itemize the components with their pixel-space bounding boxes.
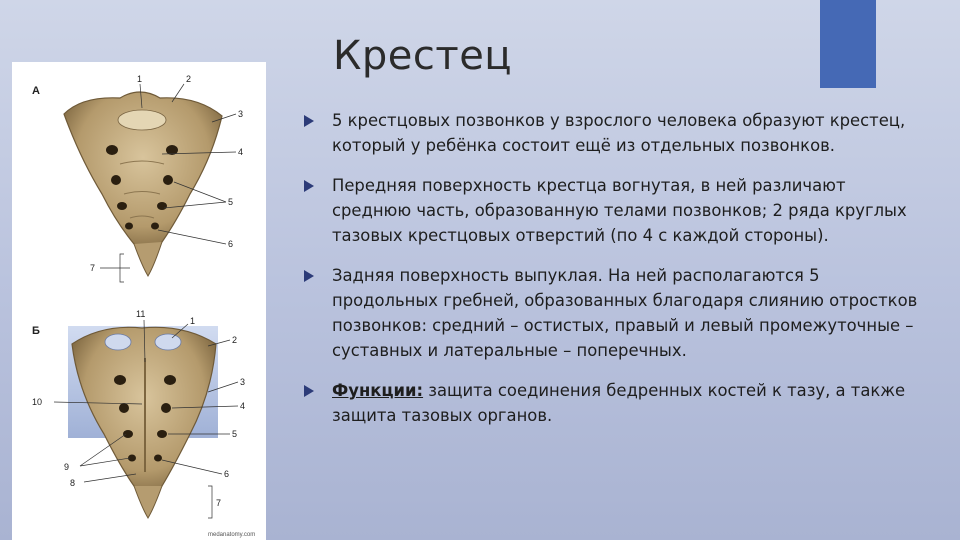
bullet-item bbox=[304, 108, 924, 158]
fig-b-label-7: 7 bbox=[216, 498, 222, 508]
panel-b-tag: Б bbox=[32, 325, 40, 337]
sacrum-anterior-view bbox=[64, 74, 243, 282]
triangle-bullet-icon bbox=[304, 115, 314, 127]
fig-b-label-11: 11 bbox=[136, 309, 146, 319]
fig-b-label-1: 1 bbox=[190, 316, 196, 326]
panel-a-tag: А bbox=[32, 85, 40, 97]
sacrum-figure bbox=[12, 62, 266, 540]
bullet-lead-functions: Функции: bbox=[332, 381, 424, 400]
image-credit: medanatomy.com bbox=[208, 532, 256, 538]
fig-a-label-6: 6 bbox=[228, 239, 234, 249]
accent-rectangle bbox=[820, 0, 876, 88]
bullet-item-functions bbox=[304, 378, 924, 428]
fig-a-label-7: 7 bbox=[90, 263, 96, 273]
bullet-text: 5 крестцовых позвонков у взрослого человека образуют крестец, который у ребёнка состоит ещё из отдельных позвонков. bbox=[332, 111, 906, 155]
sacrum-posterior-view bbox=[32, 309, 245, 518]
triangle-bullet-icon bbox=[304, 180, 314, 192]
fig-b-label-10: 10 bbox=[32, 397, 43, 407]
slide-title: Крестец bbox=[333, 32, 513, 79]
fig-b-label-3: 3 bbox=[240, 377, 246, 387]
triangle-bullet-icon bbox=[304, 270, 314, 282]
fig-a-label-2: 2 bbox=[186, 74, 192, 84]
bullet-text: защита соединения бедренных костей к тазу, а также защита тазовых органов. bbox=[332, 381, 906, 425]
fig-b-label-5: 5 bbox=[232, 429, 238, 439]
sacrum-illustration bbox=[12, 62, 266, 540]
bullet-item bbox=[304, 263, 924, 363]
fig-b-label-2: 2 bbox=[232, 335, 238, 345]
bullet-item bbox=[304, 173, 924, 248]
fig-a-label-4: 4 bbox=[238, 147, 244, 157]
fig-b-label-6: 6 bbox=[224, 469, 230, 479]
fig-a-label-1: 1 bbox=[137, 74, 143, 84]
fig-b-label-4: 4 bbox=[240, 401, 246, 411]
bullet-text: Передняя поверхность крестца вогнутая, в ней различают среднюю часть, образованную телами позвонков; 2 ряда круглых тазовых крестцовых отверстий (по 4 с каждой стороны). bbox=[332, 176, 907, 245]
fig-b-label-8: 8 bbox=[70, 478, 76, 488]
fig-a-label-5: 5 bbox=[228, 197, 234, 207]
bullet-list bbox=[304, 108, 924, 443]
fig-b-label-9: 9 bbox=[64, 462, 70, 472]
bullet-text: Задняя поверхность выпуклая. На ней располагаются 5 продольных гребней, образованных благодаря слиянию отростков позвонков: средний – остистых, правый и левый промежуточные – суставных и латеральные – поперечных. bbox=[332, 266, 918, 360]
triangle-bullet-icon bbox=[304, 385, 314, 397]
fig-a-label-3: 3 bbox=[238, 109, 244, 119]
